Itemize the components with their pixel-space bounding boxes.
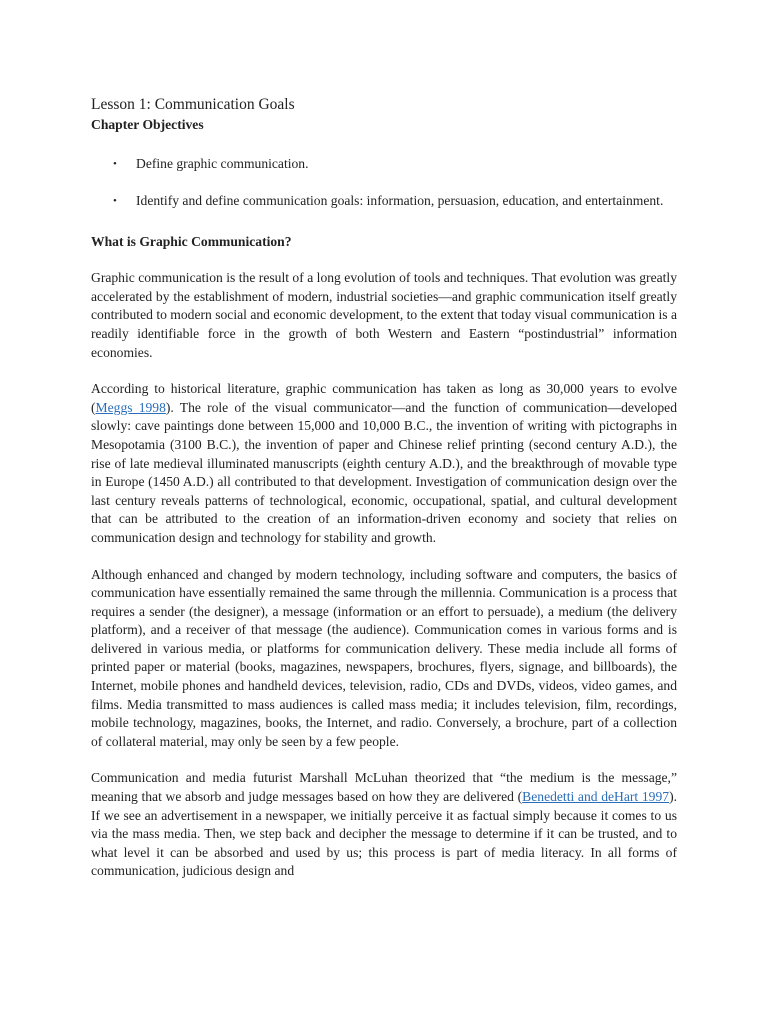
objectives-list [91,155,677,210]
paragraph-2-before: According to historical literature, graphic communication has taken as long as 30,000 years to evolve ( [91,381,677,415]
paragraph-4 [91,769,677,881]
paragraph-1: Graphic communication is the result of a long evolution of tools and techniques. That evolution was greatly accelerated by the establishment of modern, industrial societies—and graphic communication itself greatly contributed to modern social and economic development, to the extent that today visual communication is a readily identifiable force in the growth of both Western and Eastern “postindustrial” information economies. [91,270,677,360]
section-heading: What is Graphic Communication? [91,234,292,250]
lesson-title: Lesson 1: Communication Goals [91,96,295,113]
paragraph-4-before: Communication and media futurist Marshall McLuhan theorized that “the medium is the message,” meaning that we absorb and judge messages based on how they are delivered ( [91,770,677,805]
list-item [91,155,677,174]
document-body [91,95,677,899]
bullet-icon: • [113,194,117,207]
paragraph-3: Although enhanced and changed by modern technology, including software and computers, the basics of communication have essentially remained the same through the millennia. Communication is a process that requires a sender (the designer), a message (information or an effort to persuade), a medium (the delivery platform), and a receiver of that message (the audience). Communication comes in various forms and is delivered in various media, or platforms for communication delivery. These media include all forms of printed paper or material (books, magazines, newspapers, brochures, flyers, signage, and billboards), the Internet, mobile phones and handheld devices, television, radio, CDs and DVDs, videos, video games, and films. Media transmitted to mass audiences is called mass media; it includes television, film, recordings, mobile technology, magazines, books, the Internet, and radio. Conversely, a brochure, part of a collection of collateral material, may only be seen by a few people. [91,566,677,749]
citation-link-meggs[interactable]: Meggs 1998 [95,399,166,415]
citation-link-benedetti[interactable]: Benedetti and deHart 1997 [522,789,670,805]
bullet-icon: • [113,158,117,170]
chapter-objectives-heading: Chapter Objectives [91,117,204,132]
paragraph-4-after: ). If we see an advertisement in a newspaper, we initially perceive it as factual simply because it comes to us via the mass media. Then, we step back and decipher the message to determine if it can be trusted, and to what level it can be absorbed and used by us; this process is part of media literacy. In all forms of communication, judicious design and [91,789,677,879]
objective-text: Define graphic communication. [136,156,309,171]
objective-text: Identify and define communication goals: information, persuasion, education, and entertainment. [136,192,664,208]
list-item [91,192,677,211]
paragraph-2 [91,380,677,547]
paragraph-2-after: ). The role of the visual communicator—and the function of communication—developed slowly: cave paintings done between 15,000 and 10,000 B.C., the invention of writing with pictographs in Mesopotamia (3100 B.C.), the invention of paper and Chinese relief printing (second century A.D.), the rise of late medieval illuminated manuscripts (eighth century A.D.), and the breakthrough of movable type in Europe (1450 A.D.) all contributed to that development. Investigation of communication design over the last century reveals patterns of technological, economic, occupational, spatial, and cultural development that can be attributed to the creation of an information-driven economy and society that relies on communication design and technology for stability and growth. [91,399,677,545]
